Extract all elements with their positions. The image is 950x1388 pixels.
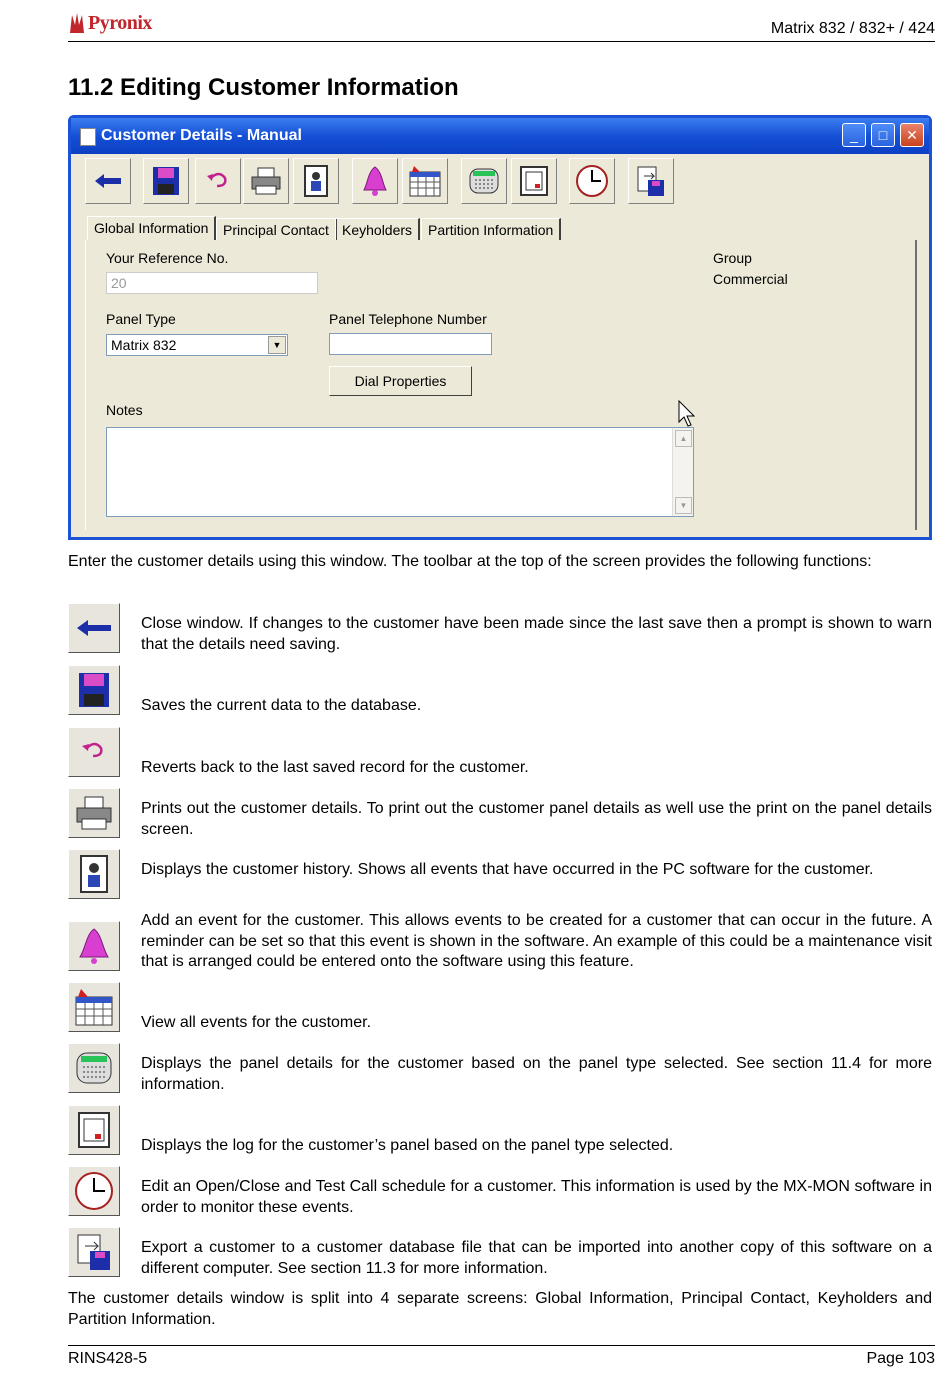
panel-icon bbox=[467, 164, 501, 198]
toolbar-print-button[interactable] bbox=[243, 158, 289, 204]
notes-scrollbar[interactable] bbox=[672, 428, 693, 516]
phone-label: Panel Telephone Number bbox=[329, 311, 487, 327]
tab-global-information[interactable]: Global Information bbox=[87, 216, 216, 240]
function-log-icon-box bbox=[68, 1105, 120, 1155]
function-print-description: Prints out the customer details. To print out the customer panel details as well use the print on the panel details screen. bbox=[141, 800, 932, 838]
pyronix-logo bbox=[68, 8, 152, 38]
toolbar-log-button[interactable] bbox=[511, 158, 557, 204]
function-view-events-description: View all events for the customer. bbox=[141, 1014, 372, 1031]
notes-label: Notes bbox=[106, 402, 143, 418]
toolbar-history-button[interactable] bbox=[293, 158, 339, 204]
printer-icon bbox=[249, 164, 283, 198]
function-export-description: Export a customer to a customer database file that can be imported into another copy of this software on a different computer. See section 11.3 for more information. bbox=[141, 1239, 932, 1277]
page-number: Page 103 bbox=[866, 1350, 935, 1367]
function-add-event-description: Add an event for the customer. This allows events to be created for a customer that can occur in the future. A reminder can be set so that this event is shown in the software. An example of this could be a maintenance visit that is arranged could be entered onto the software using this feature. bbox=[141, 912, 932, 970]
minimize-button[interactable]: _ bbox=[842, 123, 866, 147]
window-titlebar bbox=[71, 118, 929, 154]
toolbar-save-button[interactable] bbox=[143, 158, 189, 204]
function-log-description: Displays the log for the customer’s panel based on the panel type selected. bbox=[141, 1137, 674, 1154]
section-title: 11.2 Editing Customer Information bbox=[68, 74, 459, 101]
undo-icon bbox=[73, 732, 115, 772]
customer-details-window bbox=[68, 115, 932, 540]
save-disk-icon bbox=[73, 670, 115, 710]
toolbar-close-button[interactable] bbox=[85, 158, 131, 204]
calendar-icon bbox=[73, 987, 115, 1027]
log-icon bbox=[517, 164, 551, 198]
calendar-icon bbox=[408, 164, 442, 198]
save-disk-icon bbox=[149, 164, 183, 198]
tab-keyholders[interactable]: Keyholders bbox=[335, 218, 420, 240]
function-schedule-icon-box bbox=[68, 1166, 120, 1216]
toolbar-add-event-button[interactable] bbox=[352, 158, 398, 204]
undo-icon bbox=[201, 164, 235, 198]
panel-type-value: Matrix 832 bbox=[111, 337, 177, 353]
function-panel-details-icon-box bbox=[68, 1043, 120, 1093]
mouse-cursor-icon bbox=[678, 400, 696, 428]
function-schedule-description: Edit an Open/Close and Test Call schedule for a customer. This information is used by the MX-MON software in order to monitor these events. bbox=[141, 1178, 932, 1216]
scroll-up-icon[interactable]: ▲ bbox=[675, 430, 692, 447]
function-undo-description: Reverts back to the last saved record for the customer. bbox=[141, 759, 529, 776]
window-document-icon bbox=[80, 128, 96, 146]
header-divider bbox=[68, 41, 935, 42]
function-close-icon-box bbox=[68, 603, 120, 653]
toolbar-view-events-button[interactable] bbox=[402, 158, 448, 204]
clock-icon bbox=[73, 1171, 115, 1211]
group-value: Commercial bbox=[713, 271, 788, 287]
panel-type-label: Panel Type bbox=[106, 311, 176, 327]
function-view-events-icon-box bbox=[68, 982, 120, 1032]
flame-logo-icon bbox=[68, 11, 86, 35]
function-close-description: Close window. If changes to the customer have been made since the last save then a prompt is shown to warn that the details need saving. bbox=[141, 615, 932, 653]
back-arrow-icon bbox=[73, 608, 115, 648]
logo-text: Pyronix bbox=[88, 11, 152, 34]
export-icon bbox=[73, 1232, 115, 1272]
tab-partition-information[interactable]: Partition Information bbox=[421, 218, 561, 240]
document-id: RINS428-5 bbox=[68, 1350, 148, 1367]
clock-icon bbox=[575, 164, 609, 198]
reference-input[interactable]: 20 bbox=[106, 272, 318, 294]
outro-paragraph: The customer details window is split into 4 separate screens: Global Information, Principal Contact, Keyholders and Partition Information. bbox=[68, 1290, 932, 1328]
toolbar-undo-button[interactable] bbox=[195, 158, 241, 204]
function-history-icon-box bbox=[68, 849, 120, 899]
intro-paragraph: Enter the customer details using this window. The toolbar at the top of the screen provides the following functions: bbox=[68, 553, 872, 570]
function-save-description: Saves the current data to the database. bbox=[141, 697, 422, 714]
toolbar-export-button[interactable] bbox=[628, 158, 674, 204]
function-add-event-icon-box bbox=[68, 921, 120, 971]
toolbar-schedule-button[interactable] bbox=[569, 158, 615, 204]
dial-properties-button[interactable]: Dial Properties bbox=[329, 366, 472, 396]
scroll-down-icon[interactable]: ▼ bbox=[675, 497, 692, 514]
close-button[interactable]: ✕ bbox=[900, 123, 924, 147]
function-history-description: Displays the customer history. Shows all events that have occurred in the PC software for the customer. bbox=[141, 861, 874, 878]
panel-icon bbox=[73, 1048, 115, 1088]
function-print-icon-box bbox=[68, 788, 120, 838]
export-icon bbox=[634, 164, 668, 198]
printer-icon bbox=[73, 793, 115, 833]
global-information-panel bbox=[85, 240, 917, 530]
tab-principal-contact[interactable]: Principal Contact bbox=[216, 218, 337, 240]
phone-input[interactable] bbox=[329, 333, 492, 355]
function-save-icon-box bbox=[68, 665, 120, 715]
chevron-down-icon[interactable]: ▼ bbox=[268, 336, 286, 354]
log-icon bbox=[73, 1110, 115, 1150]
bell-icon bbox=[358, 164, 392, 198]
window-title: Customer Details - Manual bbox=[101, 127, 302, 144]
toolbar-panel-details-button[interactable] bbox=[461, 158, 507, 204]
function-panel-details-description: Displays the panel details for the customer based on the panel type selected. See section 11.4 for more information. bbox=[141, 1055, 932, 1093]
history-icon bbox=[299, 164, 333, 198]
notes-textarea[interactable] bbox=[106, 427, 694, 517]
function-export-icon-box bbox=[68, 1227, 120, 1277]
panel-type-select[interactable] bbox=[106, 334, 288, 356]
maximize-button[interactable]: □ bbox=[871, 123, 895, 147]
footer-divider bbox=[68, 1345, 935, 1346]
history-icon bbox=[73, 854, 115, 894]
bell-icon bbox=[73, 926, 115, 966]
back-arrow-icon bbox=[91, 164, 125, 198]
document-header-title: Matrix 832 / 832+ / 424 bbox=[770, 20, 935, 37]
group-label: Group bbox=[713, 250, 752, 266]
reference-label: Your Reference No. bbox=[106, 250, 229, 266]
function-undo-icon-box bbox=[68, 727, 120, 777]
